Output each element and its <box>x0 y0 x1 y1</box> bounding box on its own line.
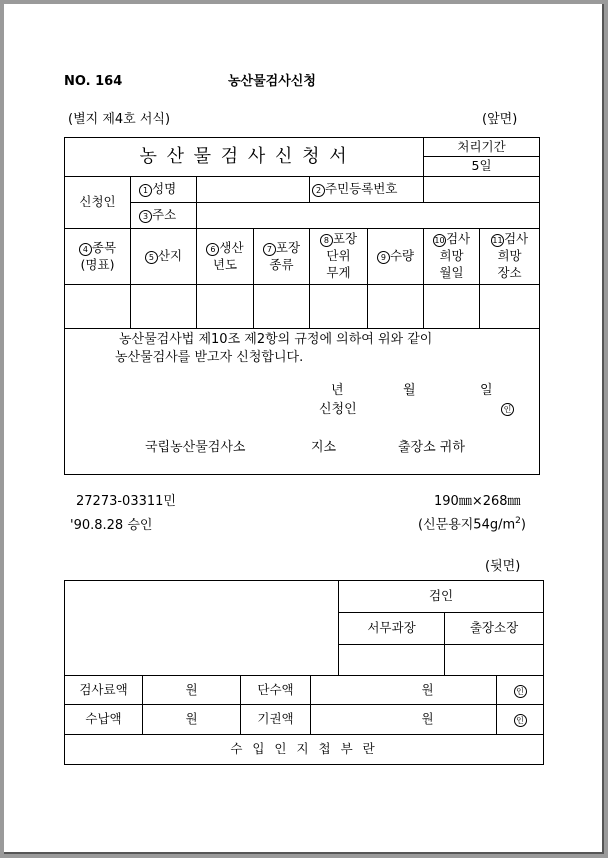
doc-number: NO. 164 <box>64 74 123 89</box>
paper-spec-sup: 2 <box>515 516 521 526</box>
doc-title: 농산물검사신청 <box>228 74 316 89</box>
id-value[interactable] <box>424 177 540 203</box>
approval-date: '90.8.28 승인 <box>70 518 153 533</box>
deficiency-label: 기권액 <box>241 705 311 735</box>
col-inspection-place: 11검사 희망 장소 <box>480 229 540 285</box>
inspection-date-value[interactable] <box>424 285 480 329</box>
col-package-weight: 8 포장 단위 무게 <box>310 229 368 285</box>
outpost-head-stamp[interactable] <box>445 645 544 676</box>
addressee-branch: 지소 <box>311 440 337 455</box>
inspection-label: 검인 <box>339 581 544 613</box>
id-label: 주민등록번호 <box>325 181 398 197</box>
fee-won: 원 <box>143 676 241 705</box>
address-label: 주소 <box>152 207 177 223</box>
stamp-attach-label: 수 입 인 지 첩 부 란 <box>65 735 544 765</box>
applicant-sign-label: 신청인 <box>319 402 357 417</box>
period-label: 처리기간 <box>424 138 540 157</box>
address-cell <box>131 203 197 229</box>
year-label: 년 <box>331 383 344 398</box>
name-value[interactable] <box>197 177 310 203</box>
clerk-label: 서무과장 <box>339 613 445 645</box>
month-label: 월 <box>403 383 416 398</box>
blank-area <box>65 581 339 676</box>
addressee-outpost: 출장소 귀하 <box>398 440 465 455</box>
deficiency-won-text: 원 <box>421 711 434 727</box>
col-year: 6 생산 년도 <box>197 229 254 285</box>
name-label: 성명 <box>152 181 177 197</box>
fee-label: 검사료액 <box>65 676 143 705</box>
receipt-seal <box>497 705 544 735</box>
address-value[interactable] <box>197 203 540 229</box>
circled-number: 4 <box>79 243 92 256</box>
name-cell <box>131 177 197 203</box>
circled-number: 3 <box>139 210 152 223</box>
statement-line-1: 농산물검사법 제10조 제2항의 규정에 의하여 위와 같이 <box>119 332 433 347</box>
outpost-head-label: 출장소장 <box>445 613 544 645</box>
seal-label: 인 <box>501 403 514 416</box>
statement-line-2: 농산물검사를 받고자 신청합니다. <box>115 350 304 365</box>
circled-number: 11 <box>492 236 503 246</box>
deficiency-won <box>311 705 497 735</box>
form-title: 농 산 물 검 사 신 청 서 <box>65 138 424 177</box>
item-value[interactable] <box>65 285 131 329</box>
circled-number: 8 <box>320 234 333 247</box>
clerk-stamp[interactable] <box>339 645 445 676</box>
circled-number: 2 <box>312 184 325 197</box>
form-code: 27273-03311민 <box>76 494 176 509</box>
unit-label: 단수액 <box>241 676 311 705</box>
period-value: 5일 <box>424 157 540 177</box>
applicant-label: 신청인 <box>65 177 131 229</box>
circled-number: 9 <box>377 251 390 264</box>
paper-size: 190㎜×268㎜ <box>434 494 521 509</box>
front-side-label: (앞면) <box>482 112 518 127</box>
application-form <box>64 137 540 475</box>
day-label: 일 <box>480 383 493 398</box>
receipt-won: 원 <box>143 705 241 735</box>
fee-seal <box>497 676 544 705</box>
id-cell <box>310 177 424 203</box>
unit-won <box>311 676 497 705</box>
seal-label: 인 <box>514 685 527 698</box>
paper-spec-suffix: ) <box>520 517 526 533</box>
col-package-type: 7 포장 종류 <box>254 229 310 285</box>
back-form <box>64 580 544 765</box>
package-type-value[interactable] <box>254 285 310 329</box>
origin-value[interactable] <box>131 285 197 329</box>
addressee-office: 국립농산물검사소 <box>145 440 246 455</box>
circled-number: 5 <box>145 251 158 264</box>
paper-spec <box>418 517 526 531</box>
unit-won-text: 원 <box>421 681 434 697</box>
year-value[interactable] <box>197 285 254 329</box>
circled-number: 1 <box>139 184 152 197</box>
statement-cell <box>65 329 540 475</box>
circled-number: 10 <box>434 236 445 246</box>
inspection-place-value[interactable] <box>480 285 540 329</box>
paper-spec-prefix: (신문용지54g/m <box>418 517 516 533</box>
form-reference: (별지 제4호 서식) <box>68 112 171 127</box>
col-inspection-date: 10검사 희망 월일 <box>424 229 480 285</box>
circled-number: 7 <box>263 243 276 256</box>
col-origin: 5 산지 <box>131 229 197 285</box>
back-side-label: (뒷면) <box>485 559 521 574</box>
seal-mark <box>501 402 514 416</box>
package-weight-value[interactable] <box>310 285 368 329</box>
col-quantity: 9 수량 <box>368 229 424 285</box>
seal-label: 인 <box>514 714 527 727</box>
form-page <box>4 4 604 854</box>
circled-number: 6 <box>206 243 219 256</box>
quantity-value[interactable] <box>368 285 424 329</box>
col-item: 4 종목 (명표) <box>65 229 131 285</box>
receipt-label: 수납액 <box>65 705 143 735</box>
